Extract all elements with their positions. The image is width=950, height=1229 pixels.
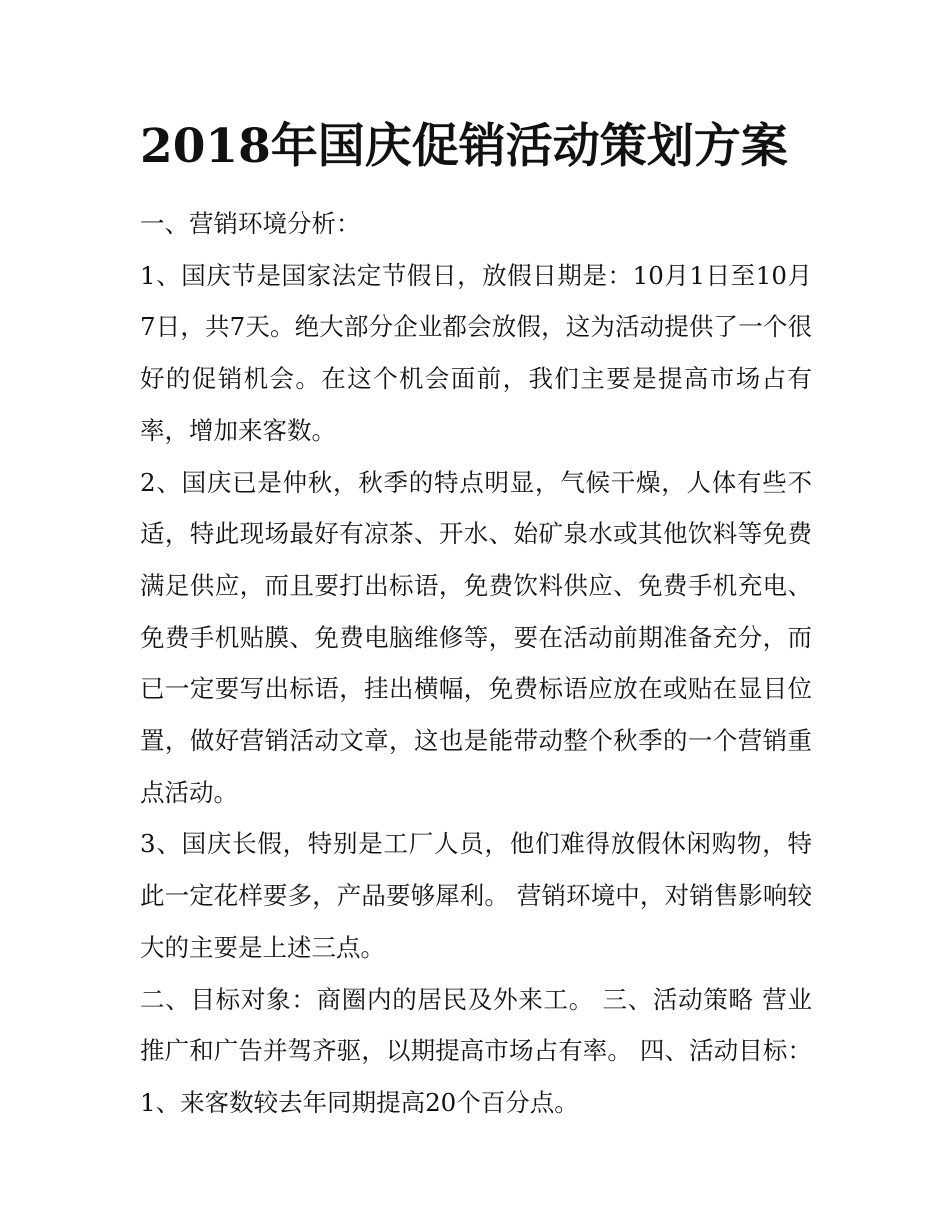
document-title: 2018年国庆促销活动策划方案 <box>140 119 788 174</box>
paragraph-targets-strategy-goals: 二、目标对象：商圈内的居民及外来工。 三、活动策略 营业推广和广告并驾齐驱，以期提高市场占有率。 四、活动目标： 1、来客数较去年同期提高20个百分点。 <box>140 984 812 1117</box>
document-body <box>140 198 812 1129</box>
section-heading-environment: 一、营销环境分析： <box>140 209 361 238</box>
paragraph-point-1: 1、国庆节是国家法定节假日，放假日期是：10月1日至10月7日，共7天。绝大部分企业都会放假，这为活动提供了一个很好的促销机会。在这个机会面前，我们主要是提高市场占有率，增加来客数。 <box>140 260 812 445</box>
paragraph-point-3: 3、国庆长假，特别是工厂人员，他们难得放假休闲购物，特此一定花样要多，产品要够犀利。 营销环境中，对销售影响较大的主要是上述三点。 <box>140 829 812 962</box>
paragraph-point-2: 2、国庆已是仲秋，秋季的特点明显，气候干燥，人体有些不适，特此现场最好有凉茶、开水、始矿泉水或其他饮料等免费满足供应，而且要打出标语，免费饮料供应、免费手机充电、免费手机贴膜、免费电脑维修等，要在活动前期准备充分，而已一定要写出标语，挂出横幅，免费标语应放在或贴在显目位置，做好营销活动文章，这也是能带动整个秋季的一个营销重点活动。 <box>140 467 812 807</box>
